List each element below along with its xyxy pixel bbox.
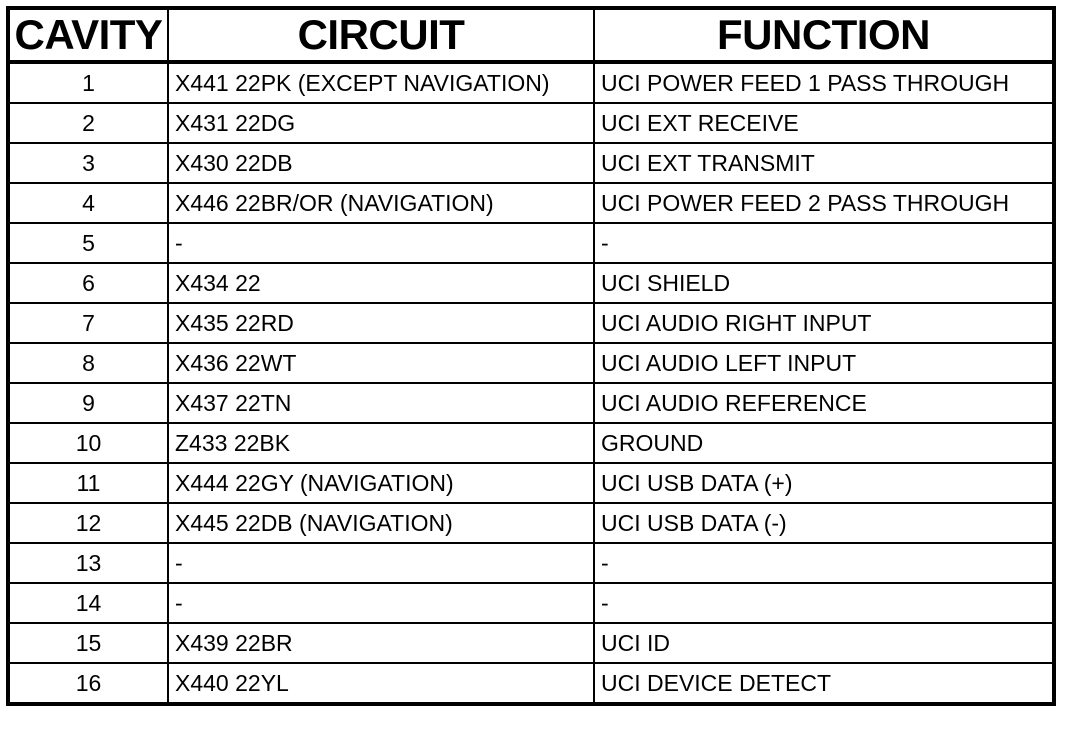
cavity-cell: 7 — [8, 303, 168, 343]
function-cell: UCI ID — [594, 623, 1054, 663]
table-row — [8, 263, 1054, 303]
connector-pinout-table — [6, 6, 1056, 706]
circuit-cell: X439 22BR — [168, 623, 594, 663]
cavity-cell: 9 — [8, 383, 168, 423]
cavity-cell: 12 — [8, 503, 168, 543]
circuit-cell: X440 22YL — [168, 663, 594, 704]
table-row — [8, 223, 1054, 263]
header-row — [8, 8, 1054, 62]
cavity-cell: 6 — [8, 263, 168, 303]
function-cell: - — [594, 543, 1054, 583]
function-cell: UCI AUDIO RIGHT INPUT — [594, 303, 1054, 343]
function-cell: - — [594, 583, 1054, 623]
function-cell: GROUND — [594, 423, 1054, 463]
function-cell: UCI DEVICE DETECT — [594, 663, 1054, 704]
circuit-cell: - — [168, 543, 594, 583]
function-cell: UCI POWER FEED 1 PASS THROUGH — [594, 62, 1054, 103]
cavity-cell: 4 — [8, 183, 168, 223]
table-row — [8, 583, 1054, 623]
function-cell: UCI USB DATA (+) — [594, 463, 1054, 503]
cavity-cell: 11 — [8, 463, 168, 503]
circuit-cell: X445 22DB (NAVIGATION) — [168, 503, 594, 543]
circuit-cell: X431 22DG — [168, 103, 594, 143]
function-cell: UCI SHIELD — [594, 263, 1054, 303]
function-cell: - — [594, 223, 1054, 263]
cavity-cell: 5 — [8, 223, 168, 263]
function-cell: UCI AUDIO LEFT INPUT — [594, 343, 1054, 383]
circuit-cell: X441 22PK (EXCEPT NAVIGATION) — [168, 62, 594, 103]
circuit-cell: X434 22 — [168, 263, 594, 303]
circuit-cell: - — [168, 583, 594, 623]
table-body — [8, 62, 1054, 704]
function-cell: UCI EXT RECEIVE — [594, 103, 1054, 143]
header-cavity: CAVITY — [8, 8, 168, 62]
table-row — [8, 463, 1054, 503]
function-cell: UCI AUDIO REFERENCE — [594, 383, 1054, 423]
table-row — [8, 143, 1054, 183]
header-function: FUNCTION — [594, 8, 1054, 62]
cavity-cell: 8 — [8, 343, 168, 383]
circuit-cell: Z433 22BK — [168, 423, 594, 463]
circuit-cell: X435 22RD — [168, 303, 594, 343]
cavity-cell: 13 — [8, 543, 168, 583]
table-row — [8, 543, 1054, 583]
cavity-cell: 10 — [8, 423, 168, 463]
circuit-cell: X446 22BR/OR (NAVIGATION) — [168, 183, 594, 223]
table-row — [8, 503, 1054, 543]
cavity-cell: 1 — [8, 62, 168, 103]
cavity-cell: 15 — [8, 623, 168, 663]
function-cell: UCI EXT TRANSMIT — [594, 143, 1054, 183]
table-row — [8, 343, 1054, 383]
cavity-cell: 14 — [8, 583, 168, 623]
table-row — [8, 663, 1054, 704]
circuit-cell: X444 22GY (NAVIGATION) — [168, 463, 594, 503]
cavity-cell: 3 — [8, 143, 168, 183]
table-row — [8, 62, 1054, 103]
circuit-cell: X437 22TN — [168, 383, 594, 423]
table-row — [8, 303, 1054, 343]
table-row — [8, 623, 1054, 663]
function-cell: UCI POWER FEED 2 PASS THROUGH — [594, 183, 1054, 223]
circuit-cell: - — [168, 223, 594, 263]
table-header — [8, 8, 1054, 62]
table-row — [8, 183, 1054, 223]
circuit-cell: X436 22WT — [168, 343, 594, 383]
table-row — [8, 423, 1054, 463]
table-row — [8, 103, 1054, 143]
table-row — [8, 383, 1054, 423]
cavity-cell: 2 — [8, 103, 168, 143]
circuit-cell: X430 22DB — [168, 143, 594, 183]
header-circuit: CIRCUIT — [168, 8, 594, 62]
function-cell: UCI USB DATA (-) — [594, 503, 1054, 543]
cavity-cell: 16 — [8, 663, 168, 704]
